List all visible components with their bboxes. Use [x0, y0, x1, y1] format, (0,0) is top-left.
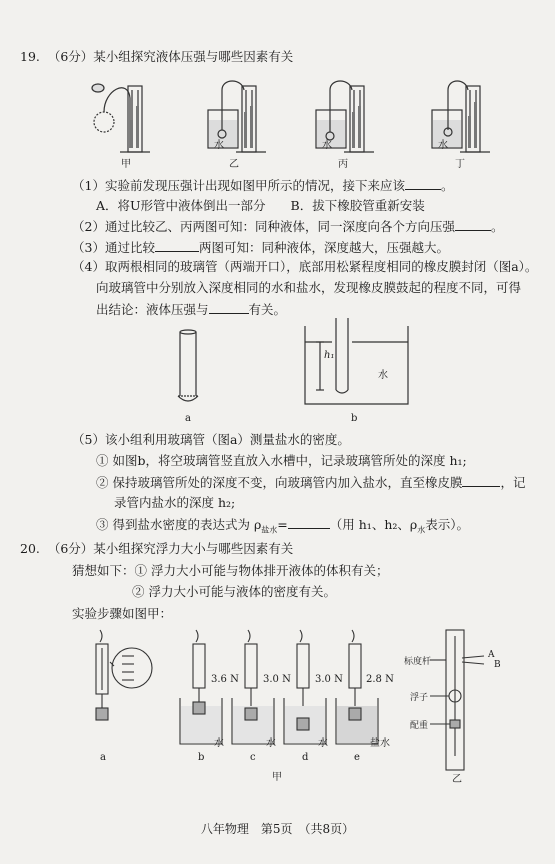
- water-label-bing: 水: [322, 140, 332, 151]
- q19-part5-step3: ③ 得到盐水密度的表达式为 $\rho_{盐水}=$ （用 h₁、h₂、$\rho_水$表示）。: [96, 517, 469, 535]
- q19-part4-line1: （4）取两根相同的玻璃管（两端开口），底部用松紧程度相同的橡皮膜封闭（图a）。: [72, 259, 538, 274]
- label-A: A: [488, 650, 495, 660]
- q19-part5-step1: ① 如图b，将空玻璃管竖直放入水槽中，记录玻璃管所处的深度 h₁;: [96, 453, 467, 468]
- density-float-yi: [430, 630, 484, 770]
- label-B: B: [494, 660, 501, 670]
- q20-guess1: 猜想如下：① 浮力大小可能与物体排开液体的体积有关；: [72, 563, 389, 578]
- fig-label-ding: 丁: [455, 159, 465, 170]
- label-weight: 配重: [410, 721, 429, 731]
- q19-part1-options: A．将U形管中液体倒出一部分 B．拔下橡胶管重新安装: [96, 198, 425, 213]
- q19-part5: （5）该小组利用玻璃管（图a）测量盐水的密度。: [72, 432, 350, 447]
- label-float: 浮子: [410, 693, 429, 703]
- fig-label-yi: 乙: [229, 159, 239, 170]
- fig-label-yi-2: 乙: [452, 774, 462, 785]
- sub-label-a: a: [100, 752, 106, 763]
- liquid-label-e: 盐水: [370, 738, 390, 749]
- q19-part4-line2: 向玻璃管中分别放入深度相同的水和盐水，发现橡皮膜鼓起的程度不同，可得: [96, 280, 522, 295]
- sub-label-c: c: [250, 752, 256, 763]
- q19-part5-step2-cont: 录管内盐水的深度 h₂;: [114, 495, 236, 510]
- fig-label-a: a: [185, 413, 191, 424]
- glass-tube-figures: [0, 318, 555, 418]
- liquid-label-c: 水: [266, 738, 276, 749]
- q20-header: 20. （6分）某小组探究浮力大小与哪些因素有关: [20, 541, 294, 556]
- q20-steps: 实验步骤如图甲：: [72, 606, 173, 621]
- force-label-d: 3.0 N: [315, 674, 343, 685]
- q19-part5-step2: ② 保持玻璃管所处的深度不变，向玻璃管内加入盐水，直至橡皮膜 ，记: [96, 475, 526, 490]
- liquid-label-d: 水: [318, 738, 328, 749]
- glass-tube-a: [178, 330, 198, 401]
- water-label-ding: 水: [438, 140, 448, 151]
- tank-b: [305, 318, 408, 404]
- answer-blank-4[interactable]: [209, 301, 249, 314]
- q19-part1: （1）实验前发现压强计出现如图甲所示的情况，接下来应该 。: [72, 178, 454, 193]
- beaker-b: [180, 630, 222, 744]
- q19-part4-line3: 出结论：液体压强与 有关。: [96, 302, 287, 317]
- answer-blank-2[interactable]: [455, 218, 491, 231]
- q19-header: 19. （6分）某小组探究液体压强与哪些因素有关: [20, 49, 294, 64]
- answer-blank-6[interactable]: [288, 516, 330, 529]
- answer-blank-3[interactable]: [155, 239, 199, 252]
- beaker-d: [284, 630, 326, 744]
- sub-label-d: d: [302, 752, 309, 763]
- force-label-e: 2.8 N: [366, 674, 394, 685]
- water-label-yi: 水: [214, 140, 224, 151]
- sub-label-e: e: [354, 752, 360, 763]
- h1-label: h₁: [324, 350, 335, 361]
- fig-label-b: b: [351, 413, 358, 424]
- sub-label-b: b: [198, 752, 205, 763]
- beaker-e: [336, 630, 378, 744]
- liquid-label-b: 水: [214, 738, 224, 749]
- q20-guess2: ② 浮力大小可能与液体的密度有关。: [132, 584, 336, 599]
- answer-blank-5[interactable]: [462, 474, 500, 487]
- q19-part3: （3）通过比较 两图可知：同种液体，深度越大，压强越大。: [72, 240, 449, 255]
- beaker-c: [232, 630, 274, 744]
- label-scale-rod: 标度杆: [404, 657, 432, 667]
- q19-part2: （2）通过比较乙、丙两图可知：同种液体，同一深度向各个方向压强 。: [72, 219, 504, 234]
- manometer-figures: [0, 70, 555, 170]
- manometer-jia: [92, 84, 150, 152]
- fig-label-bing: 丙: [338, 159, 348, 170]
- force-label-b: 3.6 N: [211, 674, 239, 685]
- answer-blank-1[interactable]: [405, 177, 441, 190]
- tank-water-label: 水: [378, 370, 388, 381]
- spring-scale-a: [96, 630, 152, 720]
- page-footer: 八年物理 第5页 （共8页）: [200, 822, 355, 836]
- buoyancy-figures: [0, 626, 555, 776]
- force-label-c: 3.0 N: [263, 674, 291, 685]
- fig-label-jia-2: 甲: [272, 772, 282, 783]
- fig-label-jia: 甲: [121, 159, 131, 170]
